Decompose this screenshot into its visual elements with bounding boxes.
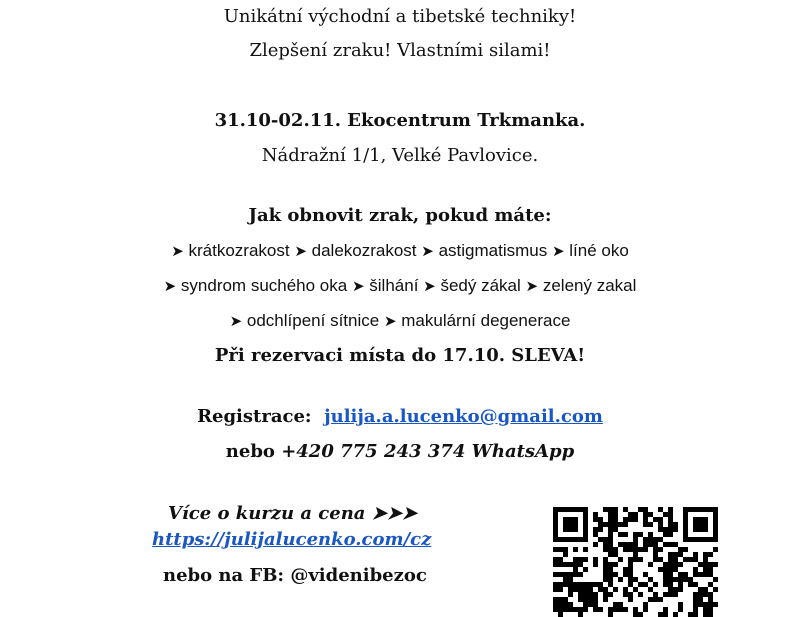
bullet-arrow: ➤ bbox=[229, 313, 243, 330]
discount-notice: Při rezervaci místa do 17.10. SLEVA! bbox=[214, 345, 586, 366]
conditions-row-1 bbox=[0, 241, 800, 261]
condition-item: syndrom suchého oka bbox=[180, 276, 348, 295]
email-link[interactable]: julija.a.lucenko@gmail.com bbox=[324, 406, 603, 427]
condition-item: astigmatismus bbox=[438, 241, 548, 260]
phone-whatsapp: +420 775 243 374 WhatsApp bbox=[281, 441, 575, 462]
condition-item: odchlípení sítnice bbox=[246, 311, 380, 330]
condition-item: šedý zákal bbox=[440, 276, 521, 295]
qr-code-icon[interactable] bbox=[553, 507, 718, 617]
phone-prefix: nebo bbox=[225, 441, 282, 462]
condition-item: krátkozrakost bbox=[188, 241, 290, 260]
bullet-arrow: ➤ bbox=[351, 278, 365, 295]
registration-line bbox=[0, 406, 800, 427]
course-url-link[interactable]: https://julijalucenko.com/cz bbox=[152, 529, 432, 550]
bullet-arrow: ➤ bbox=[423, 278, 436, 295]
condition-item: zelený zakal bbox=[542, 276, 637, 295]
conditions-heading: Jak obnovit zrak, pokud máte: bbox=[248, 205, 552, 226]
intro-line-1: Unikátní východní a tibetské techniky! bbox=[223, 6, 577, 27]
condition-item: dalekozrakost bbox=[311, 241, 417, 260]
conditions-row-3 bbox=[0, 311, 800, 331]
phone-line bbox=[0, 441, 800, 462]
bullet-arrow: ➤ bbox=[383, 313, 397, 330]
registration-label: Registrace: bbox=[197, 406, 312, 427]
bullet-arrow: ➤ bbox=[525, 278, 539, 295]
conditions-row-2 bbox=[0, 276, 800, 296]
event-address: Nádražní 1/1, Velké Pavlovice. bbox=[261, 145, 539, 166]
bullet-arrow: ➤ bbox=[421, 243, 434, 260]
more-info-label: Více o kurzu a cena ➤➤➤ bbox=[168, 503, 417, 524]
bullet-arrow: ➤ bbox=[171, 243, 184, 260]
facebook-line: nebo na FB: @videnibezoc bbox=[163, 565, 427, 586]
event-dates-place: 31.10-02.11. Ekocentrum Trkmanka. bbox=[214, 110, 586, 131]
condition-item: líné oko bbox=[569, 241, 629, 260]
condition-item: makulární degenerace bbox=[401, 311, 571, 330]
bullet-arrow: ➤ bbox=[294, 243, 307, 260]
bullet-arrow: ➤ bbox=[551, 243, 565, 260]
intro-line-2: Zlepšení zraku! Vlastními silami! bbox=[249, 40, 551, 61]
bullet-arrow: ➤ bbox=[163, 278, 177, 295]
condition-item: šilhání bbox=[369, 276, 419, 295]
